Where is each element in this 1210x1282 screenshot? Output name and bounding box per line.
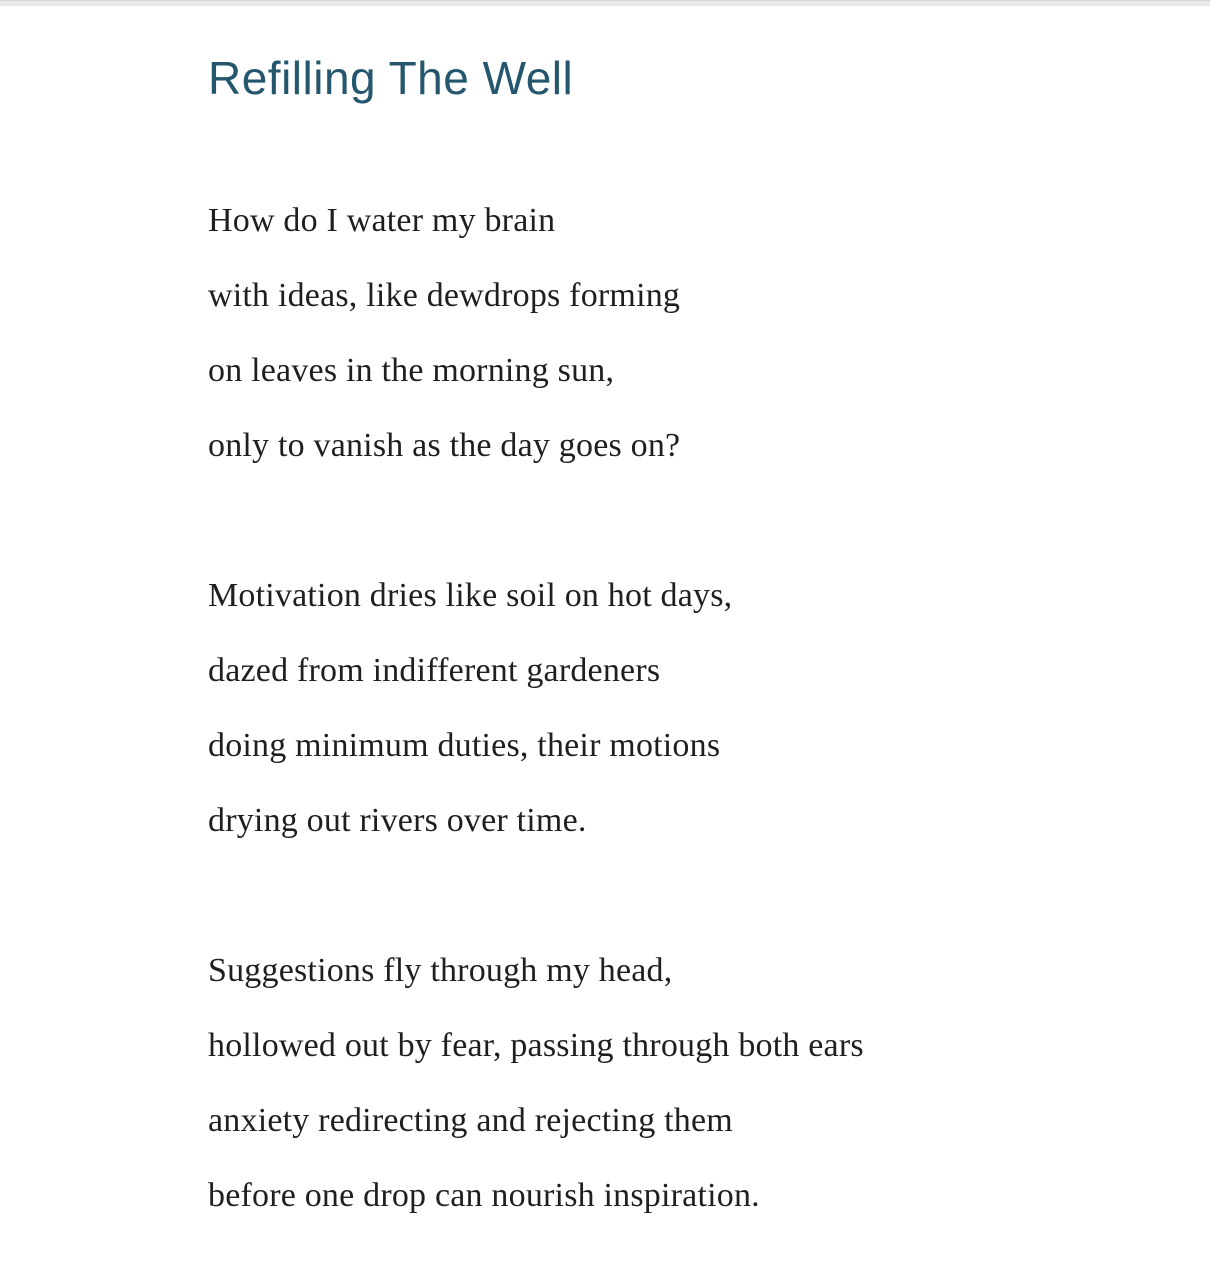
poem-line: dazed from indifferent gardeners	[208, 652, 661, 689]
poem-line: Motivation dries like soil on hot days,	[208, 577, 733, 614]
poem-line: hollowed out by fear, passing through both ears	[208, 1027, 864, 1064]
poem-line: Suggestions fly through my head,	[208, 952, 673, 989]
poem-line: anxiety redirecting and rejecting them	[208, 1102, 733, 1139]
poem-line: How do I water my brain	[208, 202, 556, 239]
poem-line: before one drop can nourish inspiration.	[208, 1177, 760, 1214]
poem-line: on leaves in the morning sun,	[208, 352, 615, 389]
poem-line: only to vanish as the day goes on?	[208, 427, 681, 464]
poem-line: drying out rivers over time.	[208, 802, 587, 839]
poem-stanza-2	[208, 558, 864, 858]
poem-stanza-3	[208, 933, 864, 1233]
poem-title: Refilling The Well	[208, 52, 574, 104]
poem-line: with ideas, like dewdrops forming	[208, 277, 681, 314]
poem-body	[208, 183, 864, 1282]
window-top-strip	[0, 0, 1210, 6]
poem-line: doing minimum duties, their motions	[208, 727, 721, 764]
poem-stanza-1	[208, 183, 864, 483]
